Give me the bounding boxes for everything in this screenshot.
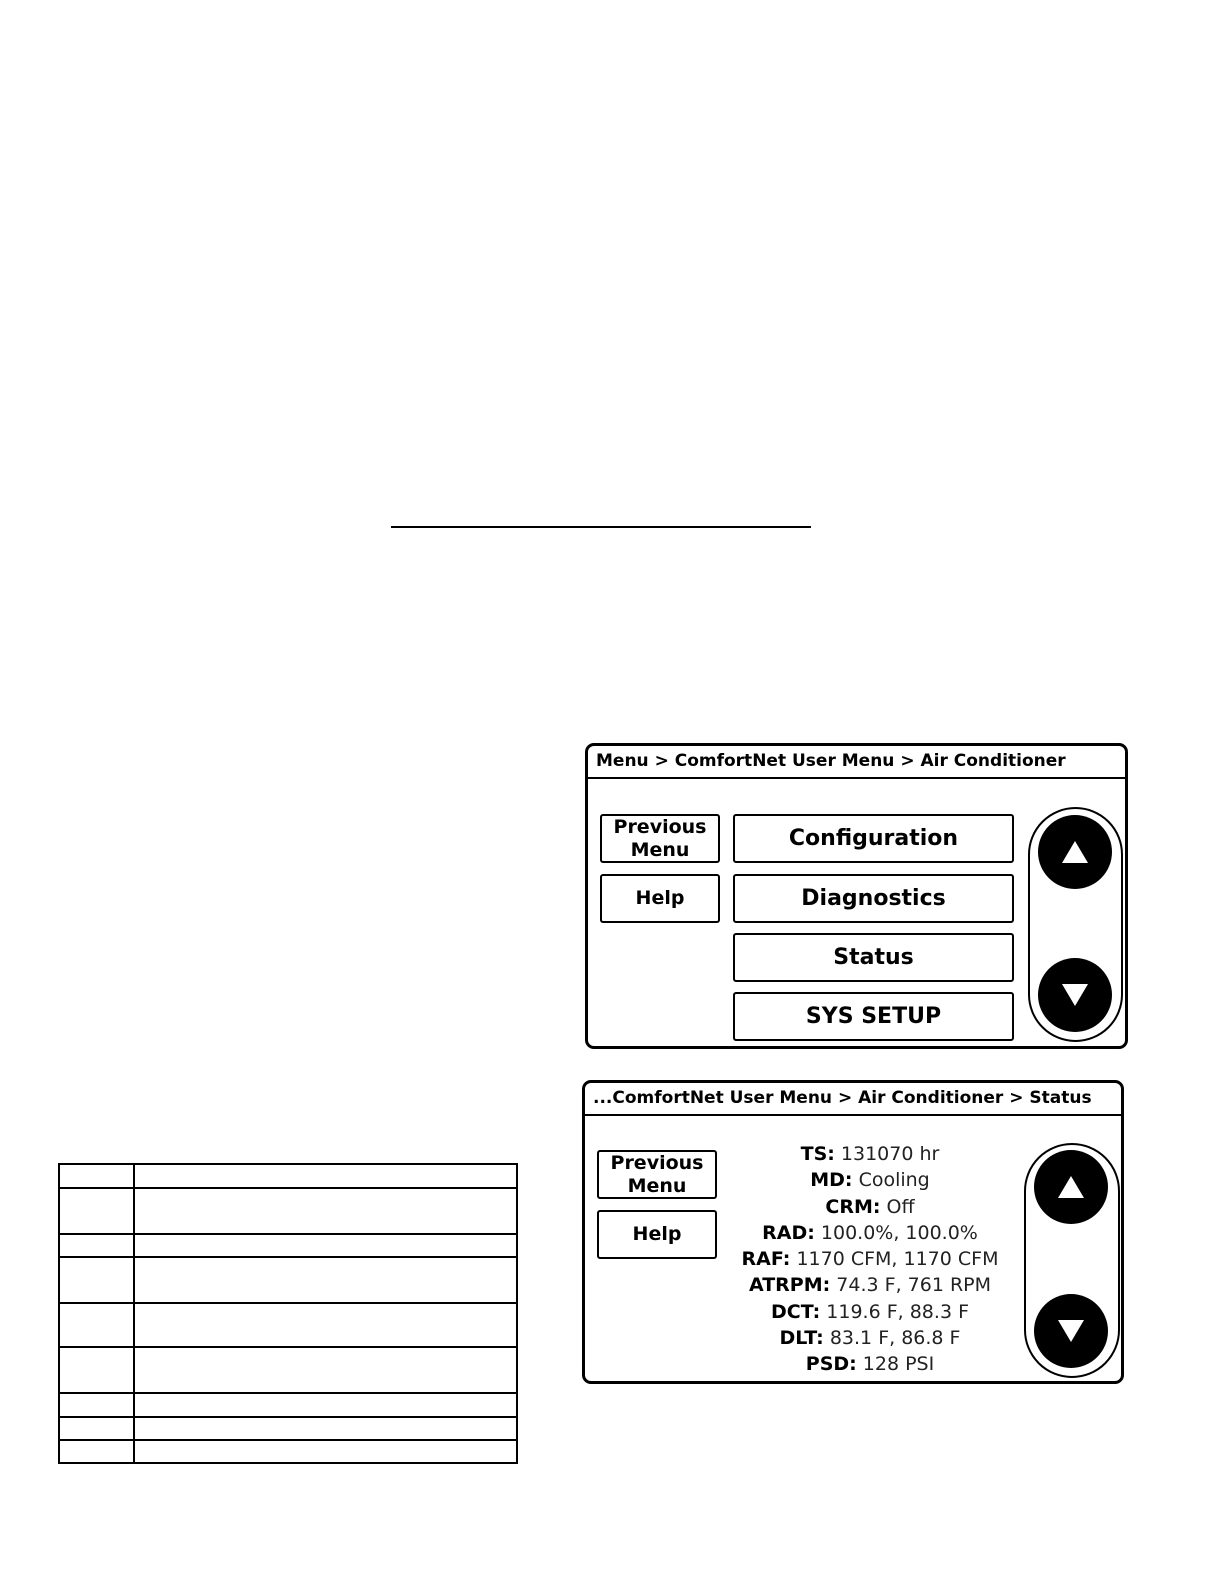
breadcrumb: Menu > ComfortNet User Menu > Air Conditioner xyxy=(588,746,1125,779)
status-reading-ts: TS: 131070 hr xyxy=(800,1143,940,1165)
table-row xyxy=(59,1440,517,1463)
status-reading-psd: PSD: 128 PSI xyxy=(805,1353,935,1376)
scroll-up-button[interactable] xyxy=(1034,1150,1108,1224)
status-reading-md: MD: Cooling xyxy=(810,1169,930,1192)
status-button[interactable]: Status xyxy=(733,933,1014,982)
status-reading-raf: RAF: 1170 CFM, 1170 CFM xyxy=(741,1248,999,1271)
scroll-down-button[interactable] xyxy=(1034,1294,1108,1368)
help-button[interactable]: Help xyxy=(597,1210,717,1259)
status-reading-rad: RAD: 100.0%, 100.0% xyxy=(762,1221,978,1244)
table-row xyxy=(59,1188,517,1234)
thermostat-status-screen xyxy=(582,1080,1124,1384)
previous-menu-button[interactable]: Previous Menu xyxy=(597,1150,717,1199)
table-row xyxy=(59,1347,517,1393)
configuration-button[interactable]: Configuration xyxy=(733,814,1014,863)
empty-table xyxy=(58,1163,518,1464)
horizontal-rule xyxy=(391,526,811,528)
status-readings xyxy=(735,1141,1005,1378)
table-row xyxy=(59,1303,517,1347)
arrow-up-icon xyxy=(1060,839,1090,865)
table-row xyxy=(59,1234,517,1257)
status-reading-atrpm: ATRPM: 74.3 F, 761 RPM xyxy=(748,1274,992,1297)
table-row xyxy=(59,1417,517,1440)
arrow-down-icon xyxy=(1056,1318,1086,1344)
status-reading-crm: CRM: Off xyxy=(825,1195,915,1218)
table-row xyxy=(59,1257,517,1303)
status-reading-dlt: DLT: 83.1 F, 86.8 F xyxy=(779,1327,961,1350)
scroll-up-button[interactable] xyxy=(1038,815,1112,889)
thermostat-menu-screen xyxy=(585,743,1128,1049)
help-button[interactable]: Help xyxy=(600,874,720,923)
scroll-down-button[interactable] xyxy=(1038,958,1112,1032)
arrow-down-icon xyxy=(1060,982,1090,1008)
diagnostics-button[interactable]: Diagnostics xyxy=(733,874,1014,923)
table-row xyxy=(59,1164,517,1188)
arrow-up-icon xyxy=(1056,1174,1086,1200)
sys-setup-button[interactable]: SYS SETUP xyxy=(733,992,1014,1041)
previous-menu-button[interactable]: Previous Menu xyxy=(600,814,720,863)
status-reading-dct: DCT: 119.6 F, 88.3 F xyxy=(770,1300,969,1323)
breadcrumb: ...ComfortNet User Menu > Air Conditioner > Status xyxy=(585,1083,1121,1116)
table-row xyxy=(59,1393,517,1417)
